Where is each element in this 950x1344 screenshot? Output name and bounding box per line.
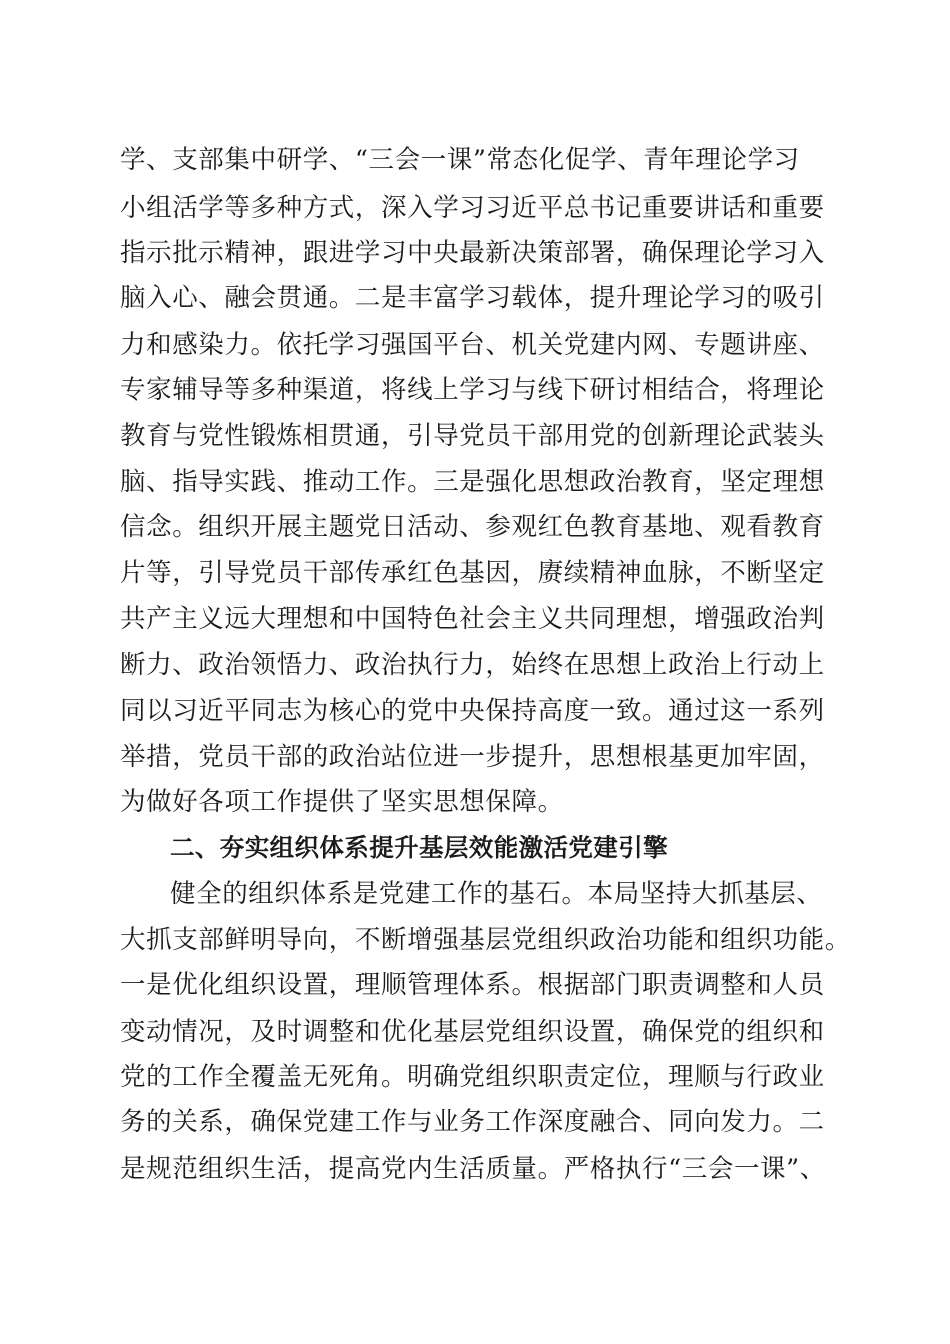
paragraph-line: 共产主义远大理想和中国特色社会主义共同理想，增强政治判 xyxy=(120,604,825,634)
paragraph-line: 断力、政治领悟力、政治执行力，始终在思想上政治上行动上 xyxy=(120,650,825,680)
paragraph-line: 为做好各项工作提供了坚实思想保障。 xyxy=(120,787,564,817)
paragraph-line: 一是优化组织设置，理顺管理体系。根据部门职责调整和人员 xyxy=(120,970,825,1000)
section-heading: 二、夯实组织体系提升基层效能激活党建引擎 xyxy=(170,833,668,862)
paragraph-line: 同以习近平同志为核心的党中央保持高度一致。通过这一系列 xyxy=(120,696,825,726)
paragraph-line: 务的关系，确保党建工作与业务工作深度融合、同向发力。二 xyxy=(120,1107,825,1137)
paragraph-line: 力和感染力。依托学习强国平台、机关党建内网、专题讲座、 xyxy=(120,330,825,360)
paragraph-line: 片等，引导党员干部传承红色基因，赓续精神血脉，不断坚定 xyxy=(120,558,825,588)
paragraph-line: 脑、指导实践、推动工作。三是强化思想政治教育，坚定理想 xyxy=(120,467,825,497)
paragraph-line: 变动情况，及时调整和优化基层党组织设置，确保党的组织和 xyxy=(120,1017,825,1047)
paragraph-line: 脑入心、融会贯通。二是丰富学习载体，提升理论学习的吸引 xyxy=(120,283,825,313)
paragraph-line: 小组活学等多种方式，深入学习习近平总书记重要讲话和重要 xyxy=(120,193,825,223)
paragraph-line: 专家辅导等多种渠道，将线上学习与线下研讨相结合，将理论 xyxy=(120,375,825,405)
paragraph-line: 信念。组织开展主题党日活动、参观红色教育基地、观看教育 xyxy=(120,512,825,542)
paragraph-line: 大抓支部鲜明导向，不断增强基层党组织政治功能和组织功能。 xyxy=(120,925,851,955)
paragraph-line: 举措，党员干部的政治站位进一步提升，思想根基更加牢固， xyxy=(120,742,825,772)
paragraph-line: 教育与党性锻炼相贯通，引导党员干部用党的创新理论武装头 xyxy=(120,421,825,451)
paragraph-line: 是规范组织生活，提高党内生活质量。严格执行“三会一课”、 xyxy=(120,1154,826,1184)
paragraph-line: 健全的组织体系是党建工作的基石。本局坚持大抓基层、 xyxy=(170,879,823,909)
paragraph-line: 学、支部集中研学、“三会一课”常态化促学、青年理论学习 xyxy=(120,145,800,175)
paragraph-line: 指示批示精神，跟进学习中央最新决策部署，确保理论学习入 xyxy=(120,238,825,268)
paragraph-line: 党的工作全覆盖无死角。明确党组织职责定位，理顺与行政业 xyxy=(120,1062,825,1092)
